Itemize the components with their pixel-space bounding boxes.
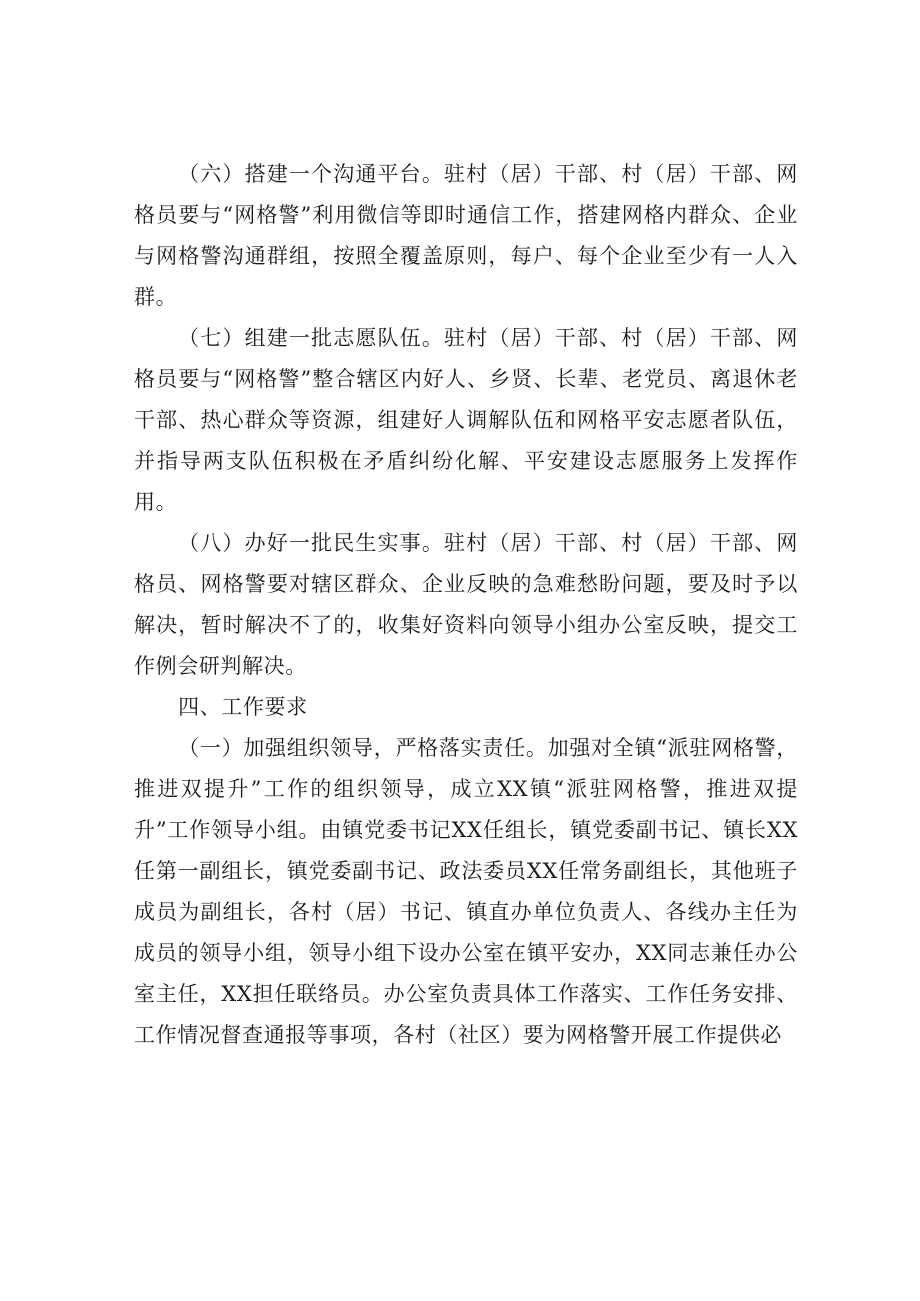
section-heading: 四、工作要求 [178,695,308,719]
document-body [134,154,798,1056]
paragraph-eight: （八）办好一批民生实事。驻村（居）干部、村（居）干部、网格员、网格警要对辖区群众、企业反映的急难愁盼问题，要及时予以解决，暂时解决不了的，收集好资料向领导小组办公室反映，提交工作例会研判解决。 [134,531,798,678]
paragraph-seven: （七）组建一批志愿队伍。驻村（居）干部、村（居）干部、网格员要与“网格警”整合辖区内好人、乡贤、长辈、老党员、离退休老干部、热心群众等资源，组建好人调解队伍和网格平安志愿者队伍，并指导两支队伍积极在矛盾纠纷化解、平安建设志愿服务上发挥作用。 [134,326,798,514]
paragraph-requirement-one: （一）加强组织领导，严格落实责任。加强对全镇“派驻网格警，推进双提升”工作的组织领导，成立XX镇“派驻网格警，推进双提升”工作领导小组。由镇党委书记XX任组长，镇党委副书记、镇长XX任第一副组长，镇党委副书记、政法委员XX任常务副组长，其他班子成员为副组长，各村（居）书记、镇直办单位负责人、各线办主任为成员的领导小组，领导小组下设办公室在镇平安办，XX同志兼任办公室主任，XX担任联络员。办公室负责具体工作落实、工作任务安排、工作情况督查通报等事项，各村（社区）要为网格警开展工作提供必 [134,736,798,1047]
paragraph-six: （六）搭建一个沟通平台。驻村（居）干部、村（居）干部、网格员要与“网格警”利用微信等即时通信工作，搭建网格内群众、企业与网格警沟通群组，按照全覆盖原则，每户、每个企业至少有一人入群。 [134,162,798,309]
